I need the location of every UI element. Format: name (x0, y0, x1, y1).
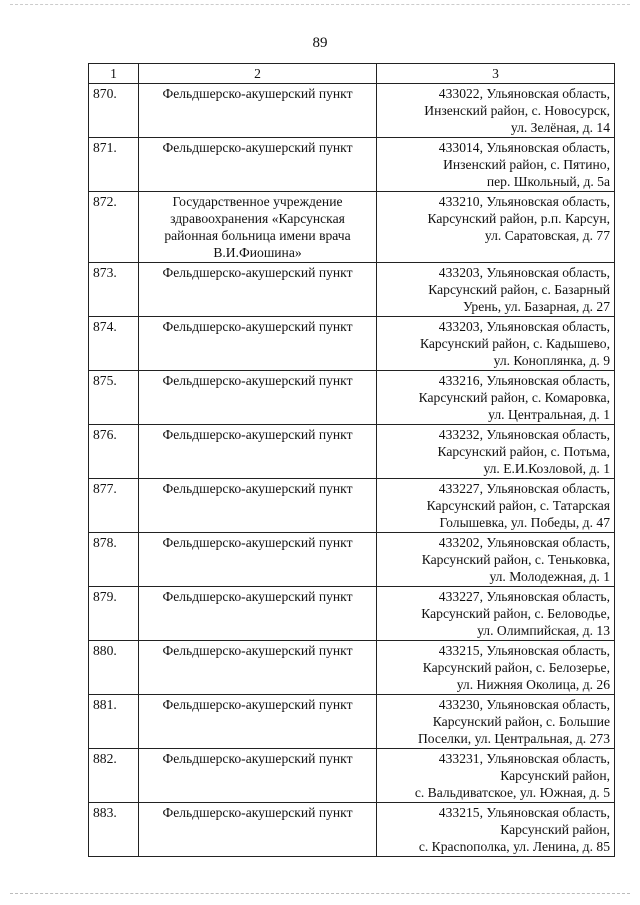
facility-name (139, 749, 377, 803)
address-line: ул. Молодежная, д. 1 (489, 569, 610, 584)
table-row (89, 192, 615, 263)
table-body (89, 84, 615, 857)
address-line: Карсунский район, с. Базарный (428, 282, 610, 297)
row-number: 880. (89, 641, 139, 695)
facility-name-line: здравоохранения «Карсунская (170, 211, 345, 226)
table-row (89, 138, 615, 192)
table-row (89, 84, 615, 138)
address-line: 433014, Ульяновская область, (438, 140, 610, 155)
address-line: пер. Школьный, д. 5а (486, 174, 610, 189)
facility-address (377, 533, 615, 587)
address-line: 433215, Ульяновская область, (438, 805, 610, 820)
row-number: 881. (89, 695, 139, 749)
facility-name-line: Государственное учреждение (172, 194, 343, 209)
table-row (89, 749, 615, 803)
facility-address (377, 479, 615, 533)
facility-address (377, 317, 615, 371)
facility-name (139, 425, 377, 479)
address-line: Карсунский район, с. Теньковка, (421, 552, 610, 567)
row-number: 883. (89, 803, 139, 857)
facility-address (377, 425, 615, 479)
facility-name-line: Фельдшерско-акушерский пункт (162, 481, 353, 496)
column-header-name: 2 (139, 64, 377, 84)
page-number: 89 (312, 35, 328, 51)
facility-name (139, 317, 377, 371)
facility-name-line: Фельдшерско-акушерский пункт (162, 140, 353, 155)
facility-name-line: В.И.Фиошина» (213, 245, 302, 260)
facility-address (377, 587, 615, 641)
facility-name (139, 263, 377, 317)
row-number: 879. (89, 587, 139, 641)
address-line: 433227, Ульяновская область, (438, 481, 610, 496)
row-number: 874. (89, 317, 139, 371)
facility-name (139, 803, 377, 857)
address-line: Поселки, ул. Центральная, д. 273 (417, 731, 610, 746)
row-number: 878. (89, 533, 139, 587)
facility-name-line: Фельдшерско-акушерский пункт (162, 427, 353, 442)
table-row (89, 479, 615, 533)
column-header-address: 3 (377, 64, 615, 84)
address-line: 433231, Ульяновская область, (438, 751, 610, 766)
facility-address (377, 641, 615, 695)
facility-name-line: районная больница имени врача (164, 228, 351, 243)
facility-name-line: Фельдшерско-акушерский пункт (162, 319, 353, 334)
facility-name-line: Фельдшерско-акушерский пункт (162, 535, 353, 550)
facility-name (139, 587, 377, 641)
address-line: Карсунский район, р.п. Карсун, (427, 211, 610, 226)
table-row (89, 641, 615, 695)
facilities-table (88, 63, 615, 857)
facility-name (139, 84, 377, 138)
address-line: 433022, Ульяновская область, (438, 86, 610, 101)
facility-name (139, 533, 377, 587)
address-line: Урень, ул. Базарная, д. 27 (462, 299, 610, 314)
address-line: 433202, Ульяновская область, (438, 535, 610, 550)
scan-edge-bottom (10, 893, 630, 894)
table-row (89, 263, 615, 317)
facility-address (377, 695, 615, 749)
facility-name (139, 192, 377, 263)
facility-address (377, 749, 615, 803)
facility-address (377, 138, 615, 192)
facility-name (139, 371, 377, 425)
table-row (89, 533, 615, 587)
facility-name-line: Фельдшерско-акушерский пункт (162, 751, 353, 766)
facility-address (377, 803, 615, 857)
row-number: 877. (89, 479, 139, 533)
address-line: 433210, Ульяновская область, (438, 194, 610, 209)
address-line: 433203, Ульяновская область, (438, 265, 610, 280)
address-line: Карсунский район, с. Белозерье, (422, 660, 610, 675)
facility-name (139, 695, 377, 749)
facility-address (377, 192, 615, 263)
facility-name-line: Фельдшерско-акушерский пункт (162, 373, 353, 388)
row-number: 873. (89, 263, 139, 317)
table-row (89, 587, 615, 641)
row-number: 876. (89, 425, 139, 479)
address-line: ул. Е.И.Козловой, д. 1 (483, 461, 610, 476)
address-line: Карсунский район, (500, 822, 610, 837)
address-line: 433203, Ульяновская область, (438, 319, 610, 334)
address-line: ул. Центральная, д. 1 (488, 407, 610, 422)
table-row (89, 695, 615, 749)
table-header-row (89, 64, 615, 84)
row-number: 870. (89, 84, 139, 138)
address-line: Карсунский район, (500, 768, 610, 783)
address-line: 433215, Ульяновская область, (438, 643, 610, 658)
address-line: 433232, Ульяновская область, (438, 427, 610, 442)
facility-name-line: Фельдшерско-акушерский пункт (162, 589, 353, 604)
facility-name (139, 479, 377, 533)
facility-name (139, 641, 377, 695)
address-line: Инзенский район, с. Новосурск, (424, 103, 610, 118)
address-line: ул. Коноплянка, д. 9 (493, 353, 610, 368)
address-line: Карсунский район, с. Потьма, (437, 444, 610, 459)
facility-name-line: Фельдшерско-акушерский пункт (162, 643, 353, 658)
address-line: Карсунский район, с. Кадышево, (419, 336, 610, 351)
facility-address (377, 84, 615, 138)
address-line: Инзенский район, с. Пятино, (443, 157, 610, 172)
address-line: ул. Саратовская, д. 77 (484, 228, 610, 243)
table-row (89, 371, 615, 425)
address-line: ул. Зелёная, д. 14 (510, 120, 610, 135)
address-line: ул. Нижняя Околица, д. 26 (456, 677, 610, 692)
row-number: 871. (89, 138, 139, 192)
address-line: Карсунский район, с. Беловодье, (421, 606, 610, 621)
address-line: с. Красnoполка, ул. Ленина, д. 85 (418, 839, 610, 854)
address-line: ул. Олимпийская, д. 13 (477, 623, 610, 638)
address-line: 433216, Ульяновская область, (438, 373, 610, 388)
address-line: Карсунский район, с. Комаровка, (418, 390, 610, 405)
address-line: с. Вальдиватское, ул. Южная, д. 5 (414, 785, 610, 800)
table-row (89, 317, 615, 371)
row-number: 872. (89, 192, 139, 263)
table-row (89, 425, 615, 479)
address-line: 433227, Ульяновская область, (438, 589, 610, 604)
address-line: Голышевка, ул. Победы, д. 47 (439, 515, 610, 530)
facility-name-line: Фельдшерско-акушерский пункт (162, 805, 353, 820)
facility-name-line: Фельдшерско-акушерский пункт (162, 697, 353, 712)
facility-address (377, 371, 615, 425)
address-line: Карсунский район, с. Татарская (426, 498, 610, 513)
address-line: 433230, Ульяновская область, (438, 697, 610, 712)
facility-name (139, 138, 377, 192)
row-number: 882. (89, 749, 139, 803)
facility-name-line: Фельдшерско-акушерский пункт (162, 86, 353, 101)
facility-address (377, 263, 615, 317)
facility-name-line: Фельдшерско-акушерский пункт (162, 265, 353, 280)
row-number: 875. (89, 371, 139, 425)
column-header-number: 1 (89, 64, 139, 84)
scan-edge-top (10, 4, 630, 5)
table-row (89, 803, 615, 857)
address-line: Карсунский район, с. Большие (432, 714, 610, 729)
